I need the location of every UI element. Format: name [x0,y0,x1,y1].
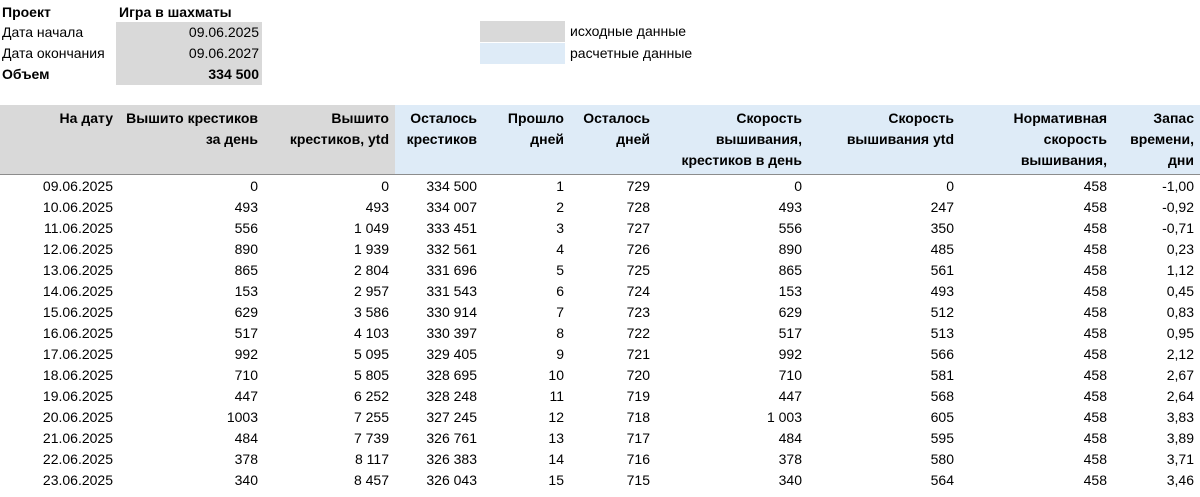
cell-col-days-passed[interactable]: 5 [556,262,564,278]
cell-col-days-passed[interactable]: 9 [556,346,564,362]
cell-col-days-passed[interactable]: 8 [556,325,564,341]
cell-col-speed-ytd[interactable]: 350 [930,220,954,236]
header-col-daily[interactable]: Вышито крестиков за день [119,105,264,174]
cell-col-date[interactable]: 22.06.2025 [42,451,113,467]
table-row [0,407,1200,428]
cell-col-remaining[interactable]: 334 500 [426,178,477,194]
table-row [0,239,1200,260]
cell-col-speed-ytd[interactable]: 561 [930,262,954,278]
cell-col-daily[interactable]: 0 [250,178,258,194]
cell-col-days-left[interactable]: 728 [626,199,650,215]
end-date-label: Дата окончания [2,45,105,61]
cell-col-ytd[interactable]: 2 804 [353,262,389,278]
table-row [0,218,1200,239]
cell-col-daily[interactable]: 710 [234,367,258,383]
volume-cell[interactable]: 334 500 [116,64,262,85]
cell-col-time-reserve[interactable]: -1,00 [1162,178,1194,194]
cell-col-daily[interactable]: 556 [234,220,258,236]
table-row [0,176,1200,197]
cell-col-speed[interactable]: 447 [778,388,802,404]
cell-col-days-passed[interactable]: 15 [548,472,564,488]
cell-col-ytd[interactable]: 6 252 [353,388,389,404]
legend-input-swatch [480,21,565,42]
table-row [0,470,1200,491]
cell-col-time-reserve[interactable]: 3,71 [1166,451,1194,467]
table-row [0,344,1200,365]
header-col-norm-speed[interactable]: Нормативная скорость вышивания, [960,105,1113,174]
cell-col-days-passed[interactable]: 10 [548,367,564,383]
cell-col-daily[interactable]: 378 [234,451,258,467]
table-row [0,260,1200,281]
cell-col-speed[interactable]: 890 [778,241,802,257]
cell-col-time-reserve[interactable]: 0,83 [1166,304,1194,320]
cell-col-speed-ytd[interactable]: 247 [930,199,954,215]
cell-col-ytd[interactable]: 3 586 [353,304,389,320]
cell-col-days-passed[interactable]: 3 [556,220,564,236]
cell-col-norm-speed[interactable]: 458 [1083,262,1107,278]
cell-col-speed-ytd[interactable]: 513 [930,325,954,341]
cell-col-norm-speed[interactable]: 458 [1083,388,1107,404]
table-row [0,281,1200,302]
header-col-date[interactable]: На дату [0,105,119,174]
header-col-remaining[interactable]: Осталось крестиков [395,105,483,174]
end-date-cell[interactable]: 09.06.2027 [116,43,262,64]
cell-col-speed-ytd[interactable]: 581 [930,367,954,383]
cell-col-remaining[interactable]: 328 248 [426,388,477,404]
cell-col-days-passed[interactable]: 13 [548,430,564,446]
cell-col-date[interactable]: 13.06.2025 [42,262,113,278]
cell-col-days-left[interactable]: 722 [626,325,650,341]
cell-col-date[interactable]: 09.06.2025 [42,178,113,194]
cell-col-time-reserve[interactable]: -0,71 [1162,220,1194,236]
cell-col-time-reserve[interactable]: -0,92 [1162,199,1194,215]
cell-col-days-left[interactable]: 719 [626,388,650,404]
cell-col-days-left[interactable]: 727 [626,220,650,236]
cell-col-norm-speed[interactable]: 458 [1083,220,1107,236]
cell-col-speed-ytd[interactable]: 564 [930,472,954,488]
cell-col-remaining[interactable]: 332 561 [426,241,477,257]
cell-col-days-left[interactable]: 725 [626,262,650,278]
cell-col-days-passed[interactable]: 1 [556,178,564,194]
table-row [0,386,1200,407]
cell-col-daily[interactable]: 992 [234,346,258,362]
cell-col-daily[interactable]: 340 [234,472,258,488]
cell-col-days-left[interactable]: 729 [626,178,650,194]
cell-col-ytd[interactable]: 7 255 [353,409,389,425]
cell-col-speed[interactable]: 378 [778,451,802,467]
cell-col-norm-speed[interactable]: 458 [1083,304,1107,320]
cell-col-remaining[interactable]: 331 696 [426,262,477,278]
cell-col-ytd[interactable]: 7 739 [353,430,389,446]
cell-col-daily[interactable]: 517 [234,325,258,341]
legend-calc-label: расчетные данные [570,45,693,61]
header-col-days-passed[interactable]: Прошло дней [483,105,570,174]
start-date-cell[interactable]: 09.06.2025 [116,22,262,43]
cell-col-speed[interactable]: 556 [778,220,802,236]
cell-col-norm-speed[interactable]: 458 [1083,430,1107,446]
cell-col-ytd[interactable]: 1 049 [353,220,389,236]
cell-col-daily[interactable]: 484 [234,430,258,446]
cell-col-ytd[interactable]: 8 117 [355,451,389,467]
cell-col-date[interactable]: 19.06.2025 [42,388,113,404]
cell-col-speed[interactable]: 340 [778,472,802,488]
cell-col-norm-speed[interactable]: 458 [1083,472,1107,488]
cell-col-remaining[interactable]: 331 543 [426,283,477,299]
cell-col-ytd[interactable]: 5 095 [353,346,389,362]
legend-calc-swatch [480,43,565,64]
header-col-speed-ytd[interactable]: Скорость вышивания ytd [808,105,960,174]
cell-col-days-passed[interactable]: 7 [556,304,564,320]
cell-col-ytd[interactable]: 8 457 [353,472,389,488]
cell-col-daily[interactable]: 865 [234,262,258,278]
cell-col-days-left[interactable]: 715 [626,472,650,488]
legend-input-label: исходные данные [570,23,687,39]
cell-col-speed[interactable]: 992 [778,346,802,362]
cell-col-days-left[interactable]: 726 [626,241,650,257]
header-col-ytd[interactable]: Вышито крестиков, ytd [264,105,395,174]
cell-col-days-left[interactable]: 723 [626,304,650,320]
cell-col-norm-speed[interactable]: 458 [1083,367,1107,383]
cell-col-days-left[interactable]: 720 [626,367,650,383]
cell-col-norm-speed[interactable]: 458 [1083,409,1107,425]
cell-col-days-passed[interactable]: 2 [556,199,564,215]
cell-col-speed-ytd[interactable]: 595 [930,430,954,446]
cell-col-date[interactable]: 10.06.2025 [42,199,113,215]
table-row [0,302,1200,323]
cell-col-speed[interactable]: 517 [778,325,802,341]
cell-col-speed-ytd[interactable]: 0 [946,178,954,194]
cell-col-days-left[interactable]: 718 [626,409,650,425]
cell-col-speed-ytd[interactable]: 580 [930,451,954,467]
cell-col-daily[interactable]: 447 [234,388,258,404]
cell-col-daily[interactable]: 890 [234,241,258,257]
cell-col-daily[interactable]: 493 [234,199,258,215]
cell-col-time-reserve[interactable]: 2,67 [1166,367,1194,383]
cell-col-speed-ytd[interactable]: 605 [930,409,954,425]
cell-col-speed-ytd[interactable]: 568 [930,388,954,404]
table-row [0,449,1200,470]
cell-col-time-reserve[interactable]: 0,45 [1166,283,1194,299]
cell-col-date[interactable]: 18.06.2025 [42,367,113,383]
cell-col-speed[interactable]: 629 [778,304,802,320]
cell-col-time-reserve[interactable]: 1,12 [1166,262,1194,278]
table-row [0,323,1200,344]
cell-col-norm-speed[interactable]: 458 [1083,325,1107,341]
table-row [0,365,1200,386]
cell-col-ytd[interactable]: 5 805 [353,367,389,383]
cell-col-norm-speed[interactable]: 458 [1083,283,1107,299]
header-col-days-left[interactable]: Осталось дней [570,105,656,174]
project-label: Проект [2,4,51,20]
start-date-label: Дата начала [2,24,84,40]
cell-col-remaining[interactable]: 326 761 [426,430,477,446]
cell-col-date[interactable]: 21.06.2025 [42,430,113,446]
table-row [0,197,1200,218]
cell-col-days-left[interactable]: 724 [626,283,650,299]
cell-col-time-reserve[interactable]: 3,89 [1166,430,1194,446]
cell-col-date[interactable]: 12.06.2025 [42,241,113,257]
cell-col-norm-speed[interactable]: 458 [1083,346,1107,362]
cell-col-remaining[interactable]: 326 043 [426,472,477,488]
cell-col-ytd[interactable]: 493 [365,199,389,215]
cell-col-date[interactable]: 15.06.2025 [42,304,113,320]
cell-col-remaining[interactable]: 334 007 [426,199,477,215]
cell-col-norm-speed[interactable]: 458 [1083,451,1107,467]
table-row [0,428,1200,449]
header-col-speed[interactable]: Скорость вышивания, крестиков в день [656,105,808,174]
cell-col-days-left[interactable]: 716 [626,451,650,467]
cell-col-remaining[interactable]: 327 245 [426,409,477,425]
header-col-time-reserve[interactable]: Запас времени, дни [1113,105,1200,174]
cell-col-ytd[interactable]: 2 957 [353,283,389,299]
cell-col-norm-speed[interactable]: 458 [1083,199,1107,215]
cell-col-days-passed[interactable]: 4 [556,241,564,257]
cell-col-ytd[interactable]: 0 [381,178,389,194]
cell-col-date[interactable]: 23.06.2025 [42,472,113,488]
cell-col-ytd[interactable]: 1 939 [353,241,389,257]
cell-col-date[interactable]: 16.06.2025 [42,325,113,341]
cell-col-speed[interactable]: 710 [778,367,802,383]
cell-col-speed[interactable]: 865 [778,262,802,278]
cell-col-daily[interactable]: 1003 [226,409,258,425]
cell-col-date[interactable]: 17.06.2025 [42,346,113,362]
cell-col-time-reserve[interactable]: 3,46 [1166,472,1194,488]
cell-col-speed-ytd[interactable]: 566 [930,346,954,362]
cell-col-remaining[interactable]: 328 695 [426,367,477,383]
cell-col-speed-ytd[interactable]: 493 [930,283,954,299]
cell-col-speed[interactable]: 1 003 [766,409,802,425]
cell-col-remaining[interactable]: 333 451 [426,220,477,236]
cell-col-date[interactable]: 11.06.2025 [43,220,113,236]
cell-col-speed-ytd[interactable]: 512 [930,304,954,320]
cell-col-speed[interactable]: 153 [778,283,802,299]
cell-col-remaining[interactable]: 330 397 [426,325,477,341]
cell-col-speed[interactable]: 0 [794,178,802,194]
cell-col-days-passed[interactable]: 12 [548,409,564,425]
cell-col-time-reserve[interactable]: 0,95 [1166,325,1194,341]
cell-col-date[interactable]: 14.06.2025 [42,283,113,299]
cell-col-time-reserve[interactable]: 0,23 [1166,241,1194,257]
cell-col-norm-speed[interactable]: 458 [1083,178,1107,194]
cell-col-speed-ytd[interactable]: 485 [930,241,954,257]
cell-col-daily[interactable]: 629 [234,304,258,320]
cell-col-remaining[interactable]: 326 383 [426,451,477,467]
project-value-cell[interactable]: Игра в шахматы [119,4,232,20]
cell-col-ytd[interactable]: 4 103 [353,325,389,341]
volume-label: Объем [2,66,50,82]
cell-col-daily[interactable]: 153 [234,283,258,299]
cell-col-norm-speed[interactable]: 458 [1083,241,1107,257]
table-header [0,105,1200,175]
cell-col-date[interactable]: 20.06.2025 [42,409,113,425]
cell-col-days-passed[interactable]: 6 [556,283,564,299]
cell-col-time-reserve[interactable]: 3,83 [1166,409,1194,425]
cell-col-days-passed[interactable]: 14 [548,451,564,467]
cell-col-speed[interactable]: 484 [778,430,802,446]
cell-col-time-reserve[interactable]: 2,12 [1166,346,1194,362]
cell-col-time-reserve[interactable]: 2,64 [1166,388,1194,404]
cell-col-days-passed[interactable]: 11 [549,388,564,404]
cell-col-remaining[interactable]: 329 405 [426,346,477,362]
cell-col-remaining[interactable]: 330 914 [426,304,477,320]
cell-col-speed[interactable]: 493 [778,199,802,215]
cell-col-days-left[interactable]: 717 [626,430,650,446]
cell-col-days-left[interactable]: 721 [626,346,650,362]
